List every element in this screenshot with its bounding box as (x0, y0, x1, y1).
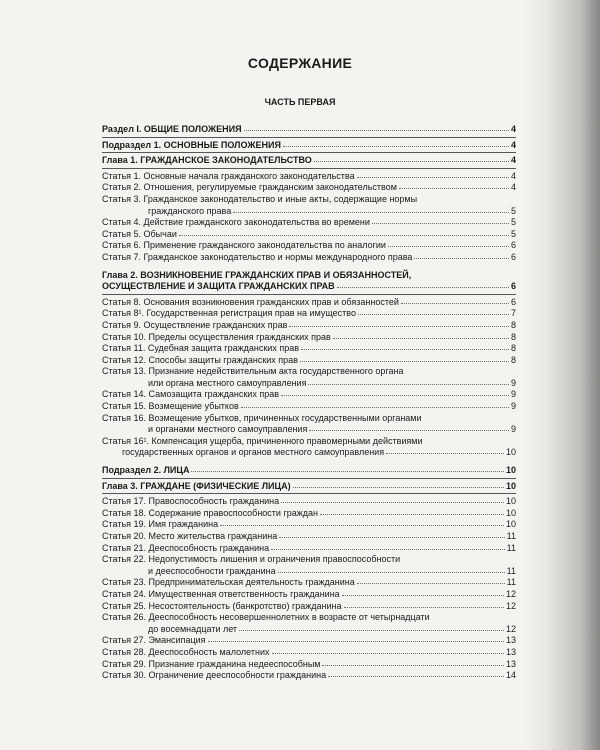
leader-dots (220, 519, 504, 526)
toc-page-number: 10 (505, 496, 516, 507)
toc-entry-article-2[interactable] (102, 182, 516, 194)
toc-entry-article-8-1[interactable] (102, 308, 516, 320)
toc-entry-title: Подраздел 1. ОСНОВНЫЕ ПОЛОЖЕНИЯ (102, 139, 281, 150)
toc-entry-title: Статья 6. Применение гражданского законодательства по аналогии (102, 240, 386, 251)
toc-entry-article-9[interactable] (102, 320, 516, 332)
toc-entry-title: Статья 22. Недопустимость лишения и ограничения правоспособности (102, 554, 401, 565)
toc-page-number: 4 (510, 170, 516, 181)
toc-entry-title-cont: гражданского права (148, 205, 232, 216)
leader-dots (293, 481, 504, 488)
toc-page-number: 5 (510, 228, 516, 239)
leader-dots (208, 635, 504, 642)
bleed-through-text (40, 0, 520, 60)
leader-dots (372, 217, 509, 224)
toc-page-number: 13 (505, 646, 516, 657)
toc-entry-title: Статья 7. Гражданское законодательство и нормы международного права (102, 251, 413, 262)
leader-dots (278, 566, 505, 573)
toc-entry-article-17[interactable] (102, 496, 516, 508)
toc-page-number: 9 (510, 424, 516, 435)
toc-page-number: 6 (510, 281, 516, 292)
divider (102, 152, 516, 153)
leader-dots (320, 508, 504, 515)
toc-entry-title: Статья 8¹. Государственная регистрация прав на имущество (102, 308, 356, 319)
toc-page-number: 11 (506, 577, 516, 588)
toc-entry-title: Статья 28. Дееспособность малолетних (102, 646, 270, 657)
toc-page-number: 4 (510, 155, 516, 166)
leader-dots (283, 140, 509, 147)
toc-entry-chapter-2[interactable] (102, 270, 516, 293)
toc-entry-article-27[interactable] (102, 635, 516, 647)
part-heading: ЧАСТЬ ПЕРВАЯ (264, 97, 336, 107)
toc-page-number: 10 (505, 519, 516, 530)
toc-entry-title: Статья 26. Дееспособность несовершеннолетних в возрасте от четырнадцати (102, 612, 430, 623)
toc-page-number: 6 (510, 240, 516, 251)
toc-entry-article-29[interactable] (102, 659, 516, 671)
leader-dots (342, 589, 504, 596)
toc-entry-title: Статья 9. Осуществление гражданских прав (102, 319, 288, 330)
divider (102, 493, 516, 494)
toc-page-number: 11 (506, 542, 516, 553)
toc-page-number: 10 (505, 507, 516, 518)
toc-entry-title: Статья 11. Судебная защита гражданских прав (102, 343, 299, 354)
leader-dots (333, 332, 509, 339)
toc-page-number: 11 (506, 565, 516, 576)
toc-entry-chapter-1[interactable] (102, 155, 516, 167)
leader-dots (281, 496, 504, 503)
toc-entry-title: Статья 20. Место жительства гражданина (102, 531, 278, 541)
toc-entry-title: Статья 13. Признание недействительным акта государственного органа (102, 366, 404, 377)
divider (102, 137, 516, 138)
toc-entry-title: Статья 24. Имущественная ответственность гражданина (102, 588, 340, 599)
toc-entry-title-cont: или органа местного самоуправления (148, 377, 307, 388)
leader-dots (337, 281, 509, 288)
toc-entry-article-25[interactable] (102, 601, 516, 613)
leader-dots (233, 206, 509, 213)
toc-entry-article-10[interactable] (102, 332, 516, 344)
toc-page-number: 12 (505, 588, 516, 599)
toc-entry-article-19[interactable] (102, 519, 516, 531)
toc-page-number: 10 (505, 465, 516, 476)
toc-entry-article-16[interactable] (102, 413, 516, 436)
toc-entry-title: Статья 25. Несостоятельность (банкротство) гражданина (102, 600, 342, 611)
leader-dots (322, 659, 504, 666)
toc-page-number: 9 (510, 377, 516, 388)
toc-entry-article-23[interactable] (102, 577, 516, 589)
toc-page-number: 9 (510, 389, 516, 400)
table-of-contents (102, 124, 516, 682)
leader-dots (279, 531, 504, 538)
leader-dots (414, 252, 509, 259)
toc-entry-title: Статья 2. Отношения, регулируемые гражданским законодательством (102, 182, 397, 193)
leader-dots (308, 378, 509, 385)
toc-entry-title: Глава 1. ГРАЖДАНСКОЕ ЗАКОНОДАТЕЛЬСТВО (102, 155, 312, 166)
toc-page-number: 8 (510, 343, 516, 354)
toc-entry-section-1[interactable] (102, 124, 516, 136)
toc-entry-article-4[interactable] (102, 217, 516, 229)
toc-entry-article-13[interactable] (102, 366, 516, 389)
toc-entry-title: Статья 27. Эмансипация (102, 635, 206, 646)
leader-dots (239, 624, 504, 631)
toc-entry-title: Статья 10. Пределы осуществления гражданских прав (102, 331, 331, 342)
leader-dots (191, 465, 504, 472)
toc-page-number: 10 (505, 447, 516, 458)
toc-entry-title: Статья 16. Возмещение убытков, причиненных государственными органами (102, 412, 422, 423)
leader-dots (244, 124, 509, 131)
toc-page-number: 13 (505, 635, 516, 646)
toc-entry-article-16-1[interactable] (102, 436, 516, 459)
toc-page-number: 10 (505, 480, 516, 491)
leader-dots (300, 355, 509, 362)
divider (102, 168, 516, 169)
toc-page-number: 8 (510, 319, 516, 330)
toc-entry-title: Статья 29. Признание гражданина недееспособным (102, 658, 321, 669)
leader-dots (358, 308, 509, 315)
toc-page-number: 4 (510, 124, 516, 134)
toc-entry-article-28[interactable] (102, 647, 516, 659)
toc-page-number: 6 (510, 251, 516, 262)
toc-entry-title-cont: до восемнадцати лет (148, 623, 238, 634)
leader-dots (388, 240, 509, 247)
divider (102, 294, 516, 295)
leader-dots (401, 297, 509, 304)
toc-page-number: 12 (505, 623, 516, 634)
leader-dots (289, 320, 509, 327)
toc-entry-article-18[interactable] (102, 508, 516, 520)
toc-entry-title: Глава 3. ГРАЖДАНЕ (ФИЗИЧЕСКИЕ ЛИЦА) (102, 480, 291, 491)
toc-page-number: 7 (510, 308, 516, 319)
leader-dots (272, 647, 504, 654)
toc-entry-title: Глава 2. ВОЗНИКНОВЕНИЕ ГРАЖДАНСКИХ ПРАВ И ОБЯЗАННОСТЕЙ, (102, 269, 412, 280)
toc-entry-article-21[interactable] (102, 543, 516, 555)
leader-dots (271, 543, 505, 550)
toc-page-number: 12 (505, 600, 516, 611)
leader-dots (281, 389, 509, 396)
leader-dots (357, 577, 505, 584)
toc-entry-article-30[interactable] (102, 670, 516, 682)
toc-entry-title: Статья 3. Гражданское законодательство и иные акты, содержащие нормы (102, 193, 418, 204)
toc-entry-title: Статья 30. Ограничение дееспособности гражданина (102, 670, 327, 681)
toc-entry-title: Статья 12. Способы защиты гражданских прав (102, 354, 298, 365)
toc-entry-article-5[interactable] (102, 229, 516, 241)
toc-entry-title: Статья 15. Возмещение убытков (102, 401, 239, 412)
toc-entry-title-cont: государственных органов и органов местного самоуправления (122, 447, 385, 458)
toc-entry-subsection-2[interactable] (102, 465, 516, 477)
toc-page-number: 11 (506, 531, 516, 541)
toc-entry-article-24[interactable] (102, 589, 516, 601)
toc-entry-title: Раздел I. ОБЩИЕ ПОЛОЖЕНИЯ (102, 124, 242, 134)
toc-entry-article-8[interactable] (102, 297, 516, 309)
divider (102, 478, 516, 479)
leader-dots (328, 670, 504, 677)
toc-entry-article-12[interactable] (102, 355, 516, 367)
toc-entry-title: Статья 4. Действие гражданского законодательства во времени (102, 217, 370, 228)
leader-dots (179, 229, 509, 236)
toc-page-number: 8 (510, 331, 516, 342)
page-title: СОДЕРЖАНИЕ (247, 55, 353, 71)
page-spine-shadow (524, 0, 600, 750)
leader-dots (344, 601, 504, 608)
toc-entry-title: Статья 5. Обычаи (102, 228, 177, 239)
leader-dots (314, 155, 509, 162)
leader-dots (241, 401, 509, 408)
toc-entry-article-3[interactable] (102, 194, 516, 217)
toc-page-number: 5 (510, 205, 516, 216)
toc-entry-article-7[interactable] (102, 252, 516, 264)
toc-page-number: 14 (505, 670, 516, 681)
toc-entry-article-22[interactable] (102, 554, 516, 577)
toc-entry-title-cont: и дееспособности гражданина (148, 565, 276, 576)
toc-entry-title: Подраздел 2. ЛИЦА (102, 465, 190, 476)
toc-page-number: 8 (510, 354, 516, 365)
toc-entry-article-26[interactable] (102, 612, 516, 635)
toc-entry-article-6[interactable] (102, 240, 516, 252)
toc-entry-title-cont: ОСУЩЕСТВЛЕНИЕ И ЗАЩИТА ГРАЖДАНСКИХ ПРАВ (102, 281, 335, 292)
toc-entry-chapter-3[interactable] (102, 481, 516, 493)
leader-dots (301, 343, 509, 350)
toc-entry-title: Статья 17. Правоспособность гражданина (102, 496, 280, 507)
toc-entry-title: Статья 1. Основные начала гражданского законодательства (102, 170, 355, 181)
toc-entry-article-11[interactable] (102, 343, 516, 355)
leader-dots (357, 171, 509, 178)
toc-entry-title: Статья 8. Основания возникновения гражданских прав и обязанностей (102, 296, 399, 307)
toc-page-number: 5 (510, 217, 516, 228)
leader-dots (399, 182, 509, 189)
toc-entry-article-14[interactable] (102, 389, 516, 401)
toc-entry-title: Статья 14. Самозащита гражданских прав (102, 389, 279, 400)
toc-entry-article-15[interactable] (102, 401, 516, 413)
leader-dots (309, 424, 509, 431)
toc-page-number: 9 (510, 401, 516, 412)
toc-entry-article-20[interactable] (102, 531, 516, 543)
toc-entry-title: Статья 23. Предпринимательская деятельность гражданина (102, 577, 355, 588)
toc-page-number: 13 (505, 658, 516, 669)
leader-dots (386, 447, 504, 454)
toc-entry-title-cont: и органами местного самоуправления (148, 424, 308, 435)
toc-entry-title: Статья 19. Имя гражданина (102, 519, 219, 530)
toc-entry-subsection-1[interactable] (102, 140, 516, 152)
toc-entry-title: Статья 16¹. Компенсация ущерба, причиненного правомерными действиями (102, 435, 423, 446)
toc-entry-article-1[interactable] (102, 171, 516, 183)
toc-entry-title: Статья 18. Содержание правоспособности граждан (102, 507, 318, 518)
toc-page-number: 4 (510, 139, 516, 150)
toc-page-number: 4 (510, 182, 516, 193)
toc-entry-title: Статья 21. Дееспособность гражданина (102, 542, 270, 553)
toc-page-number: 6 (510, 296, 516, 307)
